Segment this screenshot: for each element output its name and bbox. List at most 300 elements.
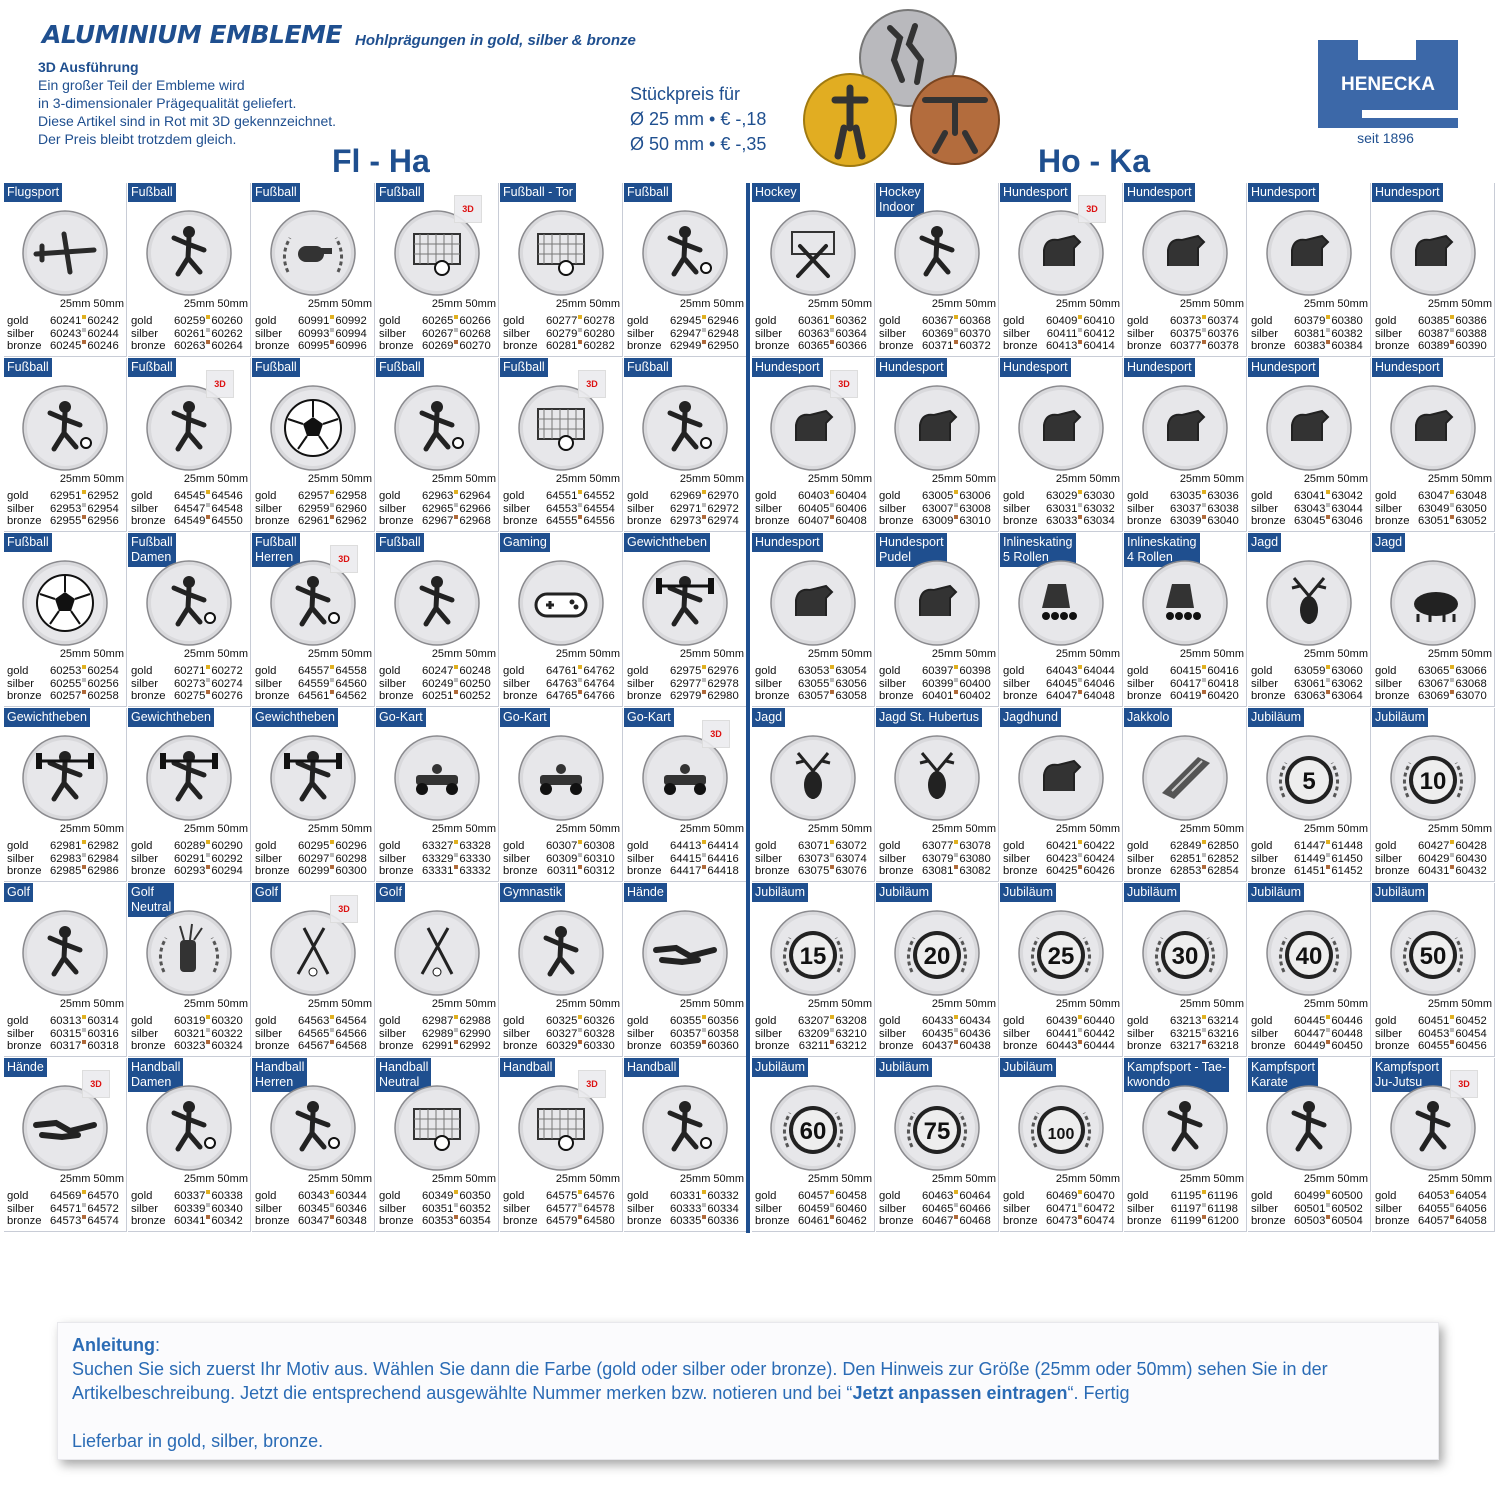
section-divider	[746, 183, 750, 1233]
emblem-card[interactable]	[4, 883, 127, 1057]
finish-label: gold	[627, 1190, 649, 1202]
emblem-card[interactable]	[1000, 708, 1123, 882]
finish-swatch	[330, 840, 334, 844]
emblem-card[interactable]	[752, 358, 875, 532]
finish-swatch	[578, 665, 582, 669]
finish-label: gold	[379, 490, 401, 502]
finish-swatch	[454, 853, 458, 857]
code-25mm: 64567	[297, 1040, 330, 1052]
emblem-card[interactable]	[1372, 533, 1495, 707]
3d-badge: 3D	[330, 545, 358, 573]
code-50mm: 60348	[335, 1215, 367, 1227]
emblem-card[interactable]	[1248, 358, 1371, 532]
emblem-card[interactable]	[1124, 708, 1247, 882]
code-25mm: 60295	[297, 840, 330, 852]
code-25mm: 61199	[1170, 1215, 1202, 1227]
svg-text:30: 30	[1171, 943, 1199, 970]
code-50mm: 63040	[1207, 515, 1239, 527]
finish-label: bronze	[379, 865, 414, 877]
emblem-card[interactable]	[876, 883, 999, 1057]
emblem-sizes: 25mm 50mm	[1303, 473, 1368, 485]
code-50mm: 60420	[1207, 690, 1239, 702]
code-row-gold	[755, 490, 873, 503]
finish-swatch	[454, 1040, 458, 1044]
code-row-bronze	[1375, 865, 1493, 878]
code-50mm: 60454	[1455, 1027, 1487, 1040]
code-50mm: 60316	[87, 1027, 119, 1040]
emblem-category: Hundesport	[752, 533, 823, 552]
finish-swatch	[1202, 515, 1206, 519]
code-25mm: 63079	[921, 852, 954, 865]
finish-swatch	[830, 665, 834, 669]
code-50mm: 60264	[211, 340, 243, 352]
code-row-gold	[627, 490, 745, 503]
emblem-category: Gewichtheben	[252, 708, 338, 727]
finish-label: silber	[131, 852, 158, 865]
emblem-card[interactable]	[128, 883, 251, 1057]
emblem-card[interactable]	[1124, 533, 1247, 707]
finish-swatch	[578, 1215, 582, 1219]
finish-swatch	[1078, 1203, 1082, 1207]
code-row-bronze	[1251, 865, 1369, 878]
finish-label: bronze	[379, 690, 414, 702]
code-25mm: 63061	[1293, 677, 1326, 690]
emblem-card[interactable]	[500, 533, 623, 707]
emblem-num-icon	[894, 910, 980, 996]
finish-label: silber	[627, 327, 654, 340]
finish-swatch	[954, 490, 958, 494]
emblem-card[interactable]	[128, 183, 251, 357]
code-row-gold	[7, 1190, 125, 1203]
emblem-sizes: 25mm 50mm	[931, 1173, 996, 1185]
emblem-category: Jubiläum	[876, 1058, 932, 1077]
emblem-codes	[379, 315, 497, 353]
code-50mm: 63214	[1207, 1015, 1239, 1027]
emblem-card[interactable]	[752, 533, 875, 707]
emblem-card[interactable]	[1000, 533, 1123, 707]
code-50mm: 60442	[1083, 1027, 1115, 1040]
finish-label: silber	[7, 677, 34, 690]
emblem-card[interactable]	[1248, 883, 1371, 1057]
finish-swatch	[454, 1190, 458, 1194]
code-25mm: 60345	[297, 1202, 330, 1215]
finish-label: gold	[755, 1015, 777, 1027]
code-50mm: 60342	[211, 1215, 243, 1227]
code-50mm: 62990	[459, 1027, 491, 1040]
emblem-card[interactable]	[252, 533, 375, 707]
emblem-codes	[1003, 1190, 1121, 1228]
emblem-category: Hundesport	[752, 358, 823, 377]
code-row-silber	[131, 1028, 249, 1041]
code-25mm: 60291	[173, 852, 206, 865]
finish-swatch	[330, 1015, 334, 1019]
emblem-codes	[379, 1015, 497, 1053]
emblem-card[interactable]	[1000, 883, 1123, 1057]
emblem-sizes: 25mm 50mm	[307, 998, 372, 1010]
code-row-silber	[7, 1028, 125, 1041]
finish-label: silber	[1003, 677, 1030, 690]
finish-swatch	[330, 865, 334, 869]
finish-swatch	[82, 865, 86, 869]
emblem-card[interactable]	[1372, 183, 1495, 357]
finish-swatch	[578, 1203, 582, 1207]
code-row-silber	[255, 853, 373, 866]
code-row-bronze	[379, 1215, 497, 1228]
emblem-card[interactable]	[500, 183, 623, 357]
finish-swatch	[82, 328, 86, 332]
code-25mm: 62971	[669, 502, 702, 515]
code-row-gold	[1003, 840, 1121, 853]
emblem-card[interactable]	[128, 533, 251, 707]
code-50mm: 60466	[959, 1202, 991, 1215]
finish-label: silber	[1375, 852, 1402, 865]
code-50mm: 62988	[459, 1015, 491, 1027]
code-25mm: 64553	[545, 502, 578, 515]
emblem-card[interactable]	[876, 708, 999, 882]
emblem-codes	[755, 1015, 873, 1053]
finish-swatch	[1078, 1040, 1082, 1044]
emblem-card[interactable]	[1000, 358, 1123, 532]
code-25mm: 62849	[1169, 840, 1202, 852]
emblem-category: Inlineskating 5 Rollen	[1000, 533, 1076, 567]
code-25mm: 63053	[797, 665, 830, 677]
emblem-sizes: 25mm 50mm	[431, 298, 496, 310]
emblem-card[interactable]	[624, 533, 747, 707]
code-row-bronze	[879, 1040, 997, 1053]
finish-swatch	[1078, 865, 1082, 869]
code-25mm: 60307	[545, 840, 578, 852]
code-50mm: 64546	[211, 490, 243, 502]
code-50mm: 60380	[1331, 315, 1363, 327]
code-row-silber	[1375, 1028, 1493, 1041]
finish-label: silber	[627, 1027, 654, 1040]
finish-label: bronze	[1375, 1040, 1410, 1052]
emblem-card[interactable]	[376, 1058, 499, 1232]
finish-label: bronze	[1127, 515, 1162, 527]
emblem-card[interactable]	[252, 1058, 375, 1232]
emblem-card[interactable]	[252, 358, 375, 532]
code-row-silber	[1003, 1028, 1121, 1041]
finish-label: silber	[755, 852, 782, 865]
emblem-sizes: 25mm 50mm	[59, 473, 124, 485]
finish-swatch	[454, 328, 458, 332]
emblem-card[interactable]	[876, 533, 999, 707]
emblem-card[interactable]	[252, 708, 375, 882]
code-25mm: 64561	[297, 690, 330, 702]
emblem-card[interactable]	[876, 358, 999, 532]
emblem-category: Jubiläum	[1124, 883, 1180, 902]
emblem-sizes: 25mm 50mm	[431, 823, 496, 835]
code-50mm: 63010	[959, 515, 991, 527]
emblem-card[interactable]	[376, 533, 499, 707]
finish-label: bronze	[255, 690, 290, 702]
code-25mm: 62947	[669, 327, 702, 340]
emblem-card[interactable]	[500, 358, 623, 532]
finish-label: bronze	[879, 1215, 914, 1227]
emblem-category: Jagd	[1372, 533, 1405, 552]
code-50mm: 60462	[835, 1215, 867, 1227]
finish-label: bronze	[755, 340, 790, 352]
emblem-category: Fußball	[4, 358, 52, 377]
code-row-silber	[1375, 853, 1493, 866]
emblem-category: Fußball	[128, 358, 176, 377]
page-subtitle: Hohlprägungen in gold, silber & bronze	[355, 32, 636, 49]
emblem-card[interactable]	[4, 533, 127, 707]
code-50mm: 63048	[1455, 490, 1487, 502]
code-25mm: 62963	[421, 490, 454, 502]
emblem-category: Kampfsport Karate	[1248, 1058, 1318, 1092]
emblem-category: Go-Kart	[624, 708, 674, 727]
emblem-card[interactable]	[252, 883, 375, 1057]
emblem-card[interactable]	[1372, 358, 1495, 532]
emblem-card[interactable]	[500, 883, 623, 1057]
finish-label: silber	[755, 502, 782, 515]
code-50mm: 60276	[211, 690, 243, 702]
code-row-gold	[1375, 665, 1493, 678]
finish-swatch	[578, 340, 582, 344]
emblem-card[interactable]	[128, 358, 251, 532]
finish-label: silber	[255, 1027, 282, 1040]
code-25mm: 60385	[1417, 315, 1450, 327]
emblem-card[interactable]	[624, 183, 747, 357]
emblem-card[interactable]	[1248, 183, 1371, 357]
finish-label: silber	[255, 327, 282, 340]
code-row-silber	[627, 853, 745, 866]
emblem-codes	[1127, 665, 1245, 703]
emblem-card[interactable]	[624, 358, 747, 532]
emblem-card[interactable]	[128, 1058, 251, 1232]
finish-swatch	[454, 340, 458, 344]
code-50mm: 62982	[87, 840, 119, 852]
emblem-card[interactable]	[1000, 183, 1123, 357]
code-25mm: 60361	[797, 315, 830, 327]
emblem-category: Hundesport	[1000, 358, 1071, 377]
code-row-silber	[1003, 853, 1121, 866]
finish-label: silber	[7, 1202, 34, 1215]
finish-swatch	[1202, 503, 1206, 507]
code-25mm: 63059	[1293, 665, 1326, 677]
emblem-category: Jubiläum	[1000, 1058, 1056, 1077]
emblem-codes	[879, 490, 997, 528]
code-25mm: 63031	[1045, 502, 1078, 515]
finish-label: silber	[1127, 677, 1154, 690]
emblem-dog-icon	[770, 560, 856, 646]
emblem-sizes: 25mm 50mm	[183, 648, 248, 660]
emblem-card[interactable]	[1372, 708, 1495, 882]
code-50mm: 60386	[1455, 315, 1487, 327]
finish-swatch	[954, 1015, 958, 1019]
finish-swatch	[578, 328, 582, 332]
emblem-codes	[879, 840, 997, 878]
finish-label: silber	[1251, 852, 1278, 865]
emblem-card[interactable]	[4, 358, 127, 532]
finish-label: gold	[7, 840, 29, 852]
emblem-sizes: 25mm 50mm	[1179, 298, 1244, 310]
emblem-card[interactable]	[1124, 183, 1247, 357]
finish-swatch	[82, 1215, 86, 1219]
emblem-card[interactable]	[876, 183, 999, 357]
emblem-card[interactable]	[752, 183, 875, 357]
emblem-codes	[755, 1190, 873, 1228]
code-25mm: 60425	[1045, 865, 1078, 877]
finish-label: silber	[1127, 327, 1154, 340]
code-25mm: 60461	[797, 1215, 830, 1227]
emblem-card[interactable]	[252, 183, 375, 357]
emblem-codes	[503, 840, 621, 878]
emblem-card[interactable]	[376, 183, 499, 357]
emblem-category: Handball	[624, 1058, 679, 1077]
code-25mm: 60445	[1293, 1015, 1326, 1027]
emblem-card[interactable]	[4, 708, 127, 882]
finish-label: bronze	[503, 1215, 538, 1227]
code-row-silber	[503, 853, 621, 866]
code-50mm: 60390	[1455, 340, 1487, 352]
emblem-card[interactable]	[500, 1058, 623, 1232]
finish-label: gold	[379, 315, 401, 327]
emblem-card[interactable]	[500, 708, 623, 882]
emblem-codes	[627, 840, 745, 878]
svg-text:20: 20	[923, 943, 951, 970]
finish-label: silber	[379, 327, 406, 340]
code-50mm: 60262	[211, 327, 243, 340]
finish-swatch	[330, 1190, 334, 1194]
code-50mm: 62850	[1207, 840, 1239, 852]
finish-label: silber	[379, 1027, 406, 1040]
emblem-card[interactable]	[1124, 883, 1247, 1057]
code-50mm: 62984	[87, 852, 119, 865]
emblem-category: Golf	[4, 883, 33, 902]
finish-label: bronze	[1127, 690, 1162, 702]
finish-label: gold	[255, 840, 277, 852]
code-row-silber	[627, 328, 745, 341]
code-25mm: 63329	[421, 852, 454, 865]
code-row-gold	[503, 665, 621, 678]
emblem-sizes: 25mm 50mm	[1303, 823, 1368, 835]
finish-label: silber	[1003, 1027, 1030, 1040]
code-25mm: 60431	[1417, 865, 1450, 877]
finish-label: gold	[7, 665, 29, 677]
emblem-card[interactable]	[128, 708, 251, 882]
emblem-card[interactable]	[1248, 1058, 1371, 1232]
code-50mm: 60404	[835, 490, 867, 502]
emblem-card[interactable]	[1124, 358, 1247, 532]
finish-swatch	[578, 1040, 582, 1044]
emblem-codes	[879, 1015, 997, 1053]
code-25mm: 60399	[921, 677, 954, 690]
code-row-silber	[1251, 853, 1369, 866]
finish-label: bronze	[379, 340, 414, 352]
emblem-fighter-icon	[1142, 1085, 1228, 1171]
finish-label: gold	[503, 665, 525, 677]
emblem-card[interactable]	[376, 358, 499, 532]
finish-swatch	[1450, 690, 1454, 694]
emblem-card[interactable]	[752, 708, 875, 882]
code-row-gold	[755, 665, 873, 678]
code-row-bronze	[131, 690, 249, 703]
emblem-card[interactable]	[624, 1058, 747, 1232]
code-50mm: 60280	[583, 327, 615, 340]
code-row-gold	[131, 665, 249, 678]
emblem-card[interactable]	[376, 883, 499, 1057]
emblem-card[interactable]	[1372, 1058, 1495, 1232]
emblem-category: Gymnastik	[500, 883, 565, 902]
code-row-silber	[255, 328, 373, 341]
code-50mm: 64566	[335, 1027, 367, 1040]
code-25mm: 60315	[49, 1027, 82, 1040]
finish-label: silber	[131, 677, 158, 690]
finish-swatch	[830, 340, 834, 344]
code-50mm: 60502	[1331, 1202, 1363, 1215]
emblem-sizes: 25mm 50mm	[555, 998, 620, 1010]
code-row-bronze	[1375, 340, 1493, 353]
emblem-codes	[755, 490, 873, 528]
emblem-card[interactable]	[752, 883, 875, 1057]
emblem-card[interactable]	[1000, 1058, 1123, 1232]
code-50mm: 62852	[1207, 852, 1239, 865]
finish-swatch	[206, 515, 210, 519]
code-25mm: 60277	[545, 315, 578, 327]
finish-swatch	[1326, 678, 1330, 682]
finish-swatch	[1078, 503, 1082, 507]
code-25mm: 61451	[1293, 865, 1326, 877]
finish-label: silber	[1375, 327, 1402, 340]
finish-label: gold	[1127, 315, 1149, 327]
emblem-card[interactable]	[1248, 708, 1371, 882]
code-50mm: 61200	[1207, 1215, 1239, 1227]
emblem-card[interactable]	[376, 708, 499, 882]
emblem-card[interactable]	[1248, 533, 1371, 707]
code-row-bronze	[503, 340, 621, 353]
code-25mm: 60271	[173, 665, 206, 677]
emblem-card[interactable]	[1124, 1058, 1247, 1232]
finish-label: silber	[1251, 502, 1278, 515]
emblem-sizes: 25mm 50mm	[307, 823, 372, 835]
finish-label: silber	[1003, 327, 1030, 340]
finish-label: bronze	[1003, 1040, 1038, 1052]
emblem-card[interactable]	[624, 708, 747, 882]
code-row-silber	[755, 1028, 873, 1041]
finish-swatch	[578, 1190, 582, 1194]
emblem-card[interactable]	[4, 1058, 127, 1232]
emblem-card[interactable]	[752, 1058, 875, 1232]
emblem-card[interactable]	[1372, 883, 1495, 1057]
emblem-card[interactable]	[624, 883, 747, 1057]
code-50mm: 64576	[583, 1190, 615, 1202]
finish-label: bronze	[7, 690, 42, 702]
emblem-card[interactable]	[4, 183, 127, 357]
code-row-gold	[627, 1190, 745, 1203]
finish-label: gold	[503, 1015, 525, 1027]
code-row-bronze	[379, 690, 497, 703]
finish-label: bronze	[131, 1040, 166, 1052]
emblem-sizes: 25mm 50mm	[1179, 823, 1244, 835]
code-row-silber	[379, 328, 497, 341]
finish-swatch	[702, 865, 706, 869]
code-row-silber	[755, 678, 873, 691]
code-row-gold	[1251, 315, 1369, 328]
finish-label: gold	[1003, 315, 1025, 327]
finish-label: bronze	[879, 690, 914, 702]
emblem-fighter-icon	[1266, 1085, 1352, 1171]
finish-label: bronze	[503, 1040, 538, 1052]
code-row-gold	[627, 840, 745, 853]
code-25mm: 60265	[421, 315, 454, 327]
instructions-line2: Lieferbar in gold, silber, bronze.	[72, 1431, 324, 1451]
emblem-card[interactable]	[876, 1058, 999, 1232]
emblem-codes	[627, 315, 745, 353]
code-25mm: 64571	[49, 1202, 82, 1215]
finish-swatch	[1078, 1015, 1082, 1019]
